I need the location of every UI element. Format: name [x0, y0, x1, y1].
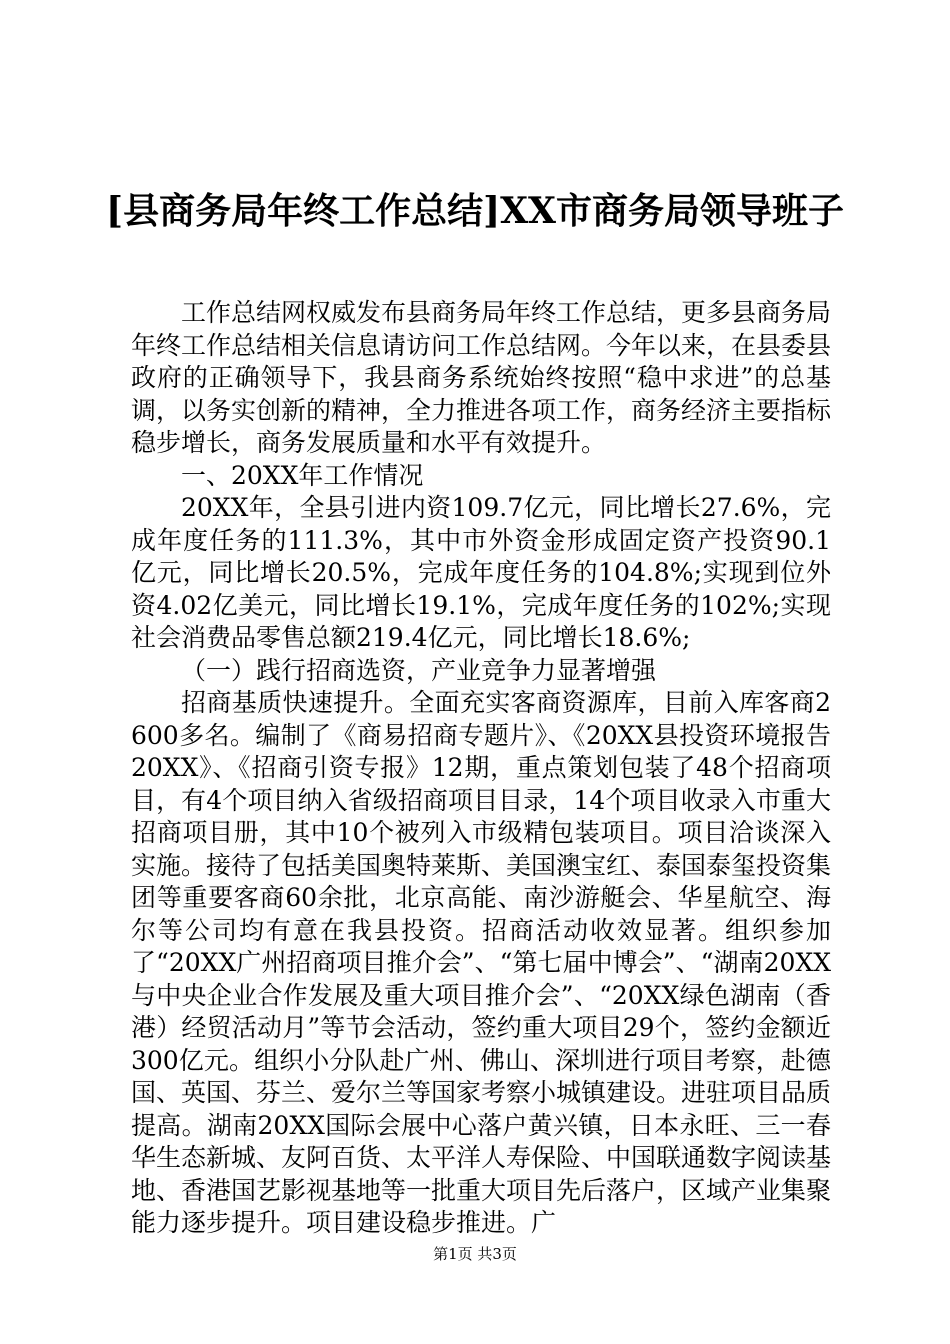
document-title: [县商务局年终工作总结]XX市商务局领导班子: [106, 190, 844, 232]
subsection-heading: （一）践行招商选资，产业竞争力显著增强: [181, 655, 657, 685]
intro-paragraph: 工作总结网权威发布县商务局年终工作总结，更多县商务局年终工作总结相关信息请访问工作总结网。今年以来，在县委县政府的正确领导下，我县商务系统始终按照“稳中求进”的总基调，以务实创新的精神，全力推进各项工作，商务经济主要指标稳步增长，商务发展质量和水平有效提升。: [131, 298, 832, 457]
investment-paragraph: 招商基质快速提升。全面充实客商资源库，目前入库客商2600多名。编制了《商易招商专题片》、《20XX县投资环境报告20XX》、《招商引资专报》12期，重点策划包装了48个招商项目，有4个项目纳入省级招商项目目录，14个项目收录入市重大招商项目册，其中10个被列入市级精包装项目。项目洽谈深入实施。接待了包括美国奥特莱斯、美国澳宝红、泰国泰玺投资集团等重要客商60余批，北京高能、南沙游艇会、华星航空、海尔等公司均有意在我县投资。招商活动收效显著。组织参加了“20XX广州招商项目推介会”、“第七届中博会”、“湖南20XX与中央企业合作发展及重大项目推介会”、“20XX绿色湖南（香港）经贸活动月”等节会活动，签约重大项目29个，签约金额近300亿元。组织小分队赴广州、佛山、深圳进行项目考察，赴德国、英国、芬兰、爱尔兰等国家考察小城镇建设。进驻项目品质提高。湖南20XX国际会展中心落户黄兴镇，日本永旺、三一春华生态新城、友阿百货、太平洋人寿保险、中国联通数字阅读基地、香港国艺影视基地等一批重大项目先后落户，区域产业集聚能力逐步提升。项目建设稳步推进。广: [131, 688, 832, 1237]
page-number-footer: 第1页 共3页: [433, 1245, 517, 1263]
section-heading: 一、20XX年工作情况: [181, 460, 424, 490]
statistics-paragraph: 20XX年，全县引进内资109.7亿元，同比增长27.6%，完成年度任务的111.3%，其中市外资金形成固定资产投资90.1亿元，同比增长20.5%，完成年度任务的104.8%;实现到位外资4.02亿美元，同比增长19.1%，完成年度任务的102%;实现社会消费品零售总额219.4亿元，同比增长18.6%;: [131, 493, 831, 652]
document-body: [131, 297, 831, 1240]
